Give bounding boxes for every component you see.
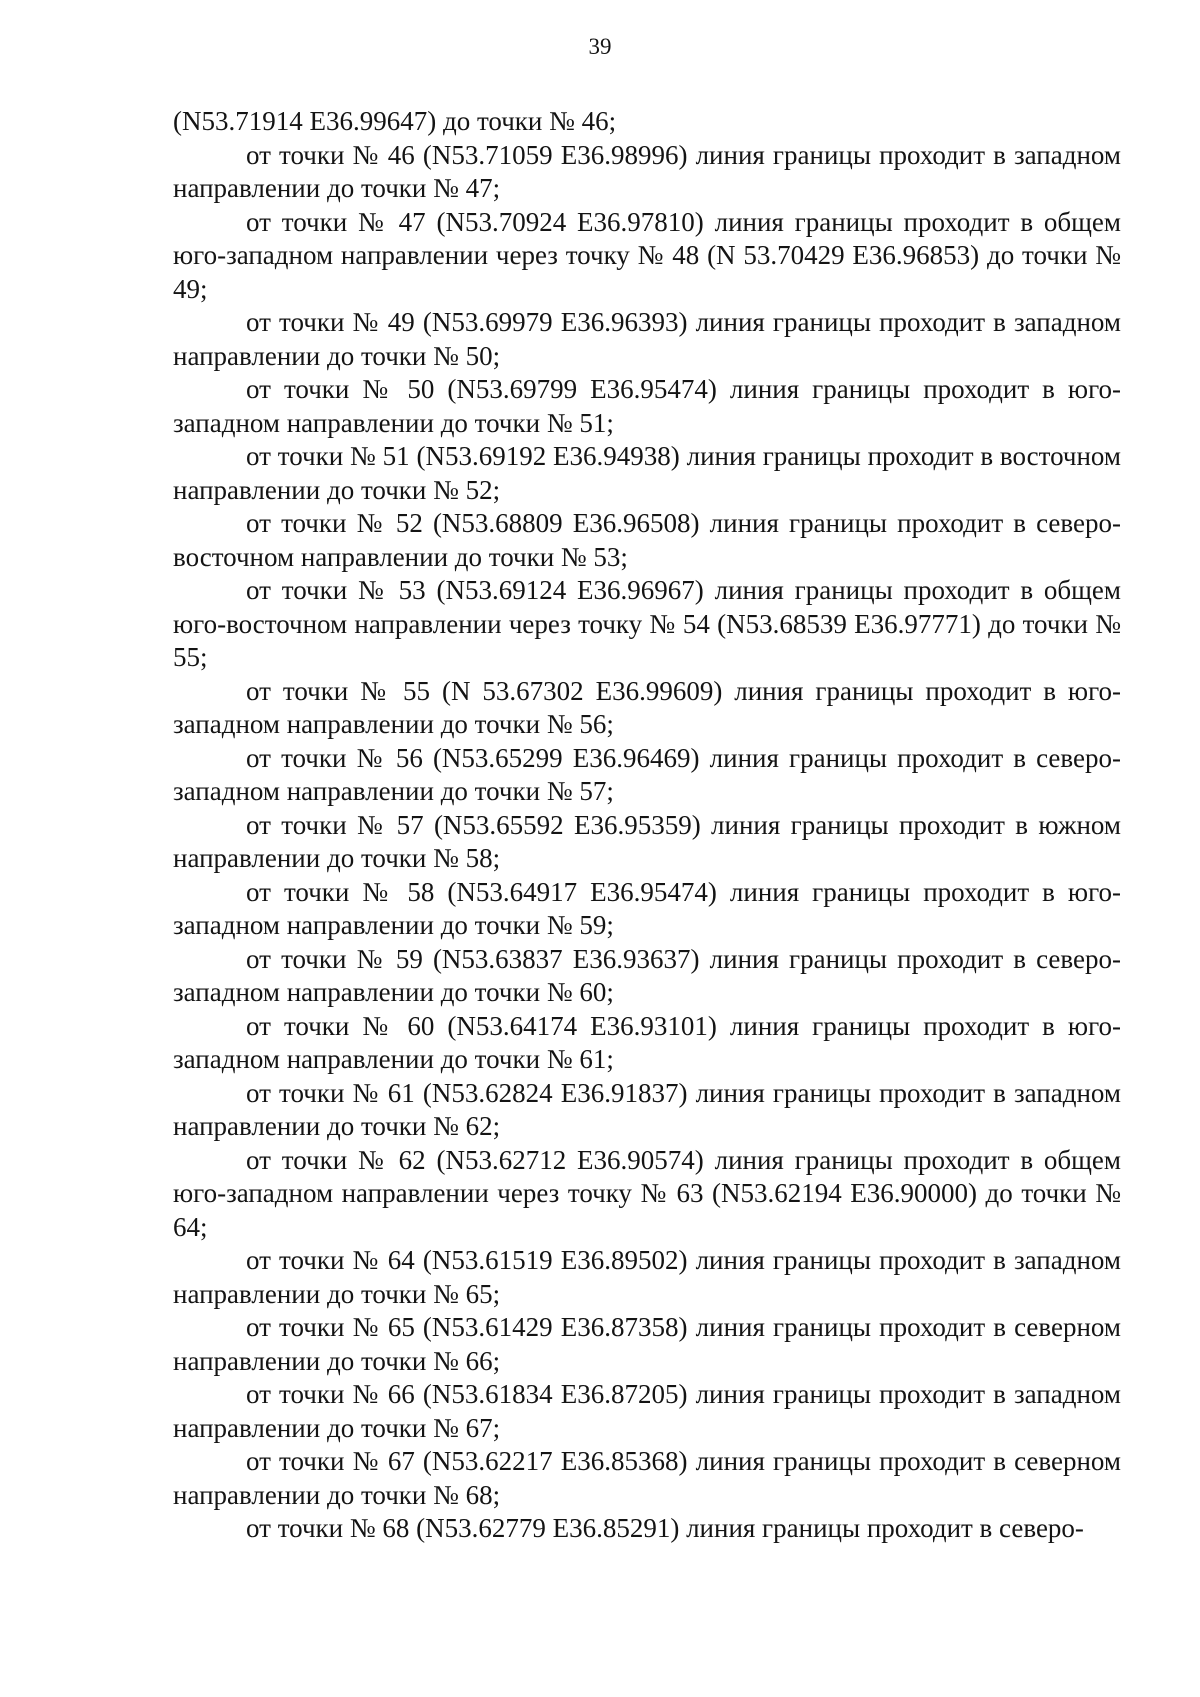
paragraph: от точки № 64 (N53.61519 E36.89502) линия границы проходит в западном направлении до точки № 65; [173, 1245, 1121, 1309]
paragraph: от точки № 46 (N53.71059 E36.98996) линия границы проходит в западном направлении до точки № 47; [173, 139, 1121, 203]
paragraph: от точки № 51 (N53.69192 E36.94938) линия границы проходит в восточном направлении до точки № 52; [173, 441, 1121, 505]
paragraph: от точки № 59 (N53.63837 E36.93637) линия границы проходит в северо-западном направлении до точки № 60; [173, 943, 1121, 1007]
paragraph: от точки № 56 (N53.65299 E36.96469) линия границы проходит в северо-западном направлении до точки № 57; [173, 742, 1121, 806]
paragraph: от точки № 60 (N53.64174 E36.93101) линия границы проходит в юго-западном направлении до точки № 61; [173, 1010, 1121, 1074]
paragraph: от точки № 57 (N53.65592 E36.95359) линия границы проходит в южном направлении до точки № 58; [173, 809, 1121, 873]
paragraph: от точки № 65 (N53.61429 E36.87358) линия границы проходит в северном направлении до точки № 66; [173, 1312, 1121, 1376]
paragraph: от точки № 58 (N53.64917 E36.95474) линия границы проходит в юго-западном направлении до точки № 59; [173, 876, 1121, 940]
paragraph: от точки № 67 (N53.62217 E36.85368) линия границы проходит в северном направлении до точки № 68; [173, 1446, 1121, 1510]
paragraph: от точки № 50 (N53.69799 E36.95474) линия границы проходит в юго-западном направлении до точки № 51; [173, 374, 1121, 438]
paragraph: от точки № 52 (N53.68809 E36.96508) линия границы проходит в северо-восточном направлении до точки № 53; [173, 508, 1121, 572]
paragraph: от точки № 61 (N53.62824 E36.91837) линия границы проходит в западном направлении до точки № 62; [173, 1077, 1121, 1141]
paragraph: от точки № 47 (N53.70924 E36.97810) линия границы проходит в общем юго-западном направлении через точку № 48 (N 53.70429 E36.96853) до точки № 49; [173, 206, 1121, 304]
document-body [173, 105, 1121, 1546]
page-number: 39 [588, 34, 612, 59]
paragraph: от точки № 55 (N 53.67302 E36.99609) линия границы проходит в юго-западном направлении до точки № 56; [173, 675, 1121, 739]
paragraph: от точки № 66 (N53.61834 E36.87205) линия границы проходит в западном направлении до точки № 67; [173, 1379, 1121, 1443]
paragraph: от точки № 62 (N53.62712 E36.90574) линия границы проходит в общем юго-западном направлении через точку № 63 (N53.62194 E36.90000) до точки № 64; [173, 1144, 1121, 1242]
paragraph: от точки № 49 (N53.69979 E36.96393) линия границы проходит в западном направлении до точки № 50; [173, 307, 1121, 371]
paragraph: от точки № 53 (N53.69124 E36.96967) линия границы проходит в общем юго-восточном направлении через точку № 54 (N53.68539 E36.97771) до точки № 55; [173, 575, 1121, 672]
paragraph: от точки № 68 (N53.62779 E36.85291) линия границы проходит в северо- [246, 1513, 1084, 1543]
paragraph: (N53.71914 E36.99647) до точки № 46; [173, 106, 617, 136]
